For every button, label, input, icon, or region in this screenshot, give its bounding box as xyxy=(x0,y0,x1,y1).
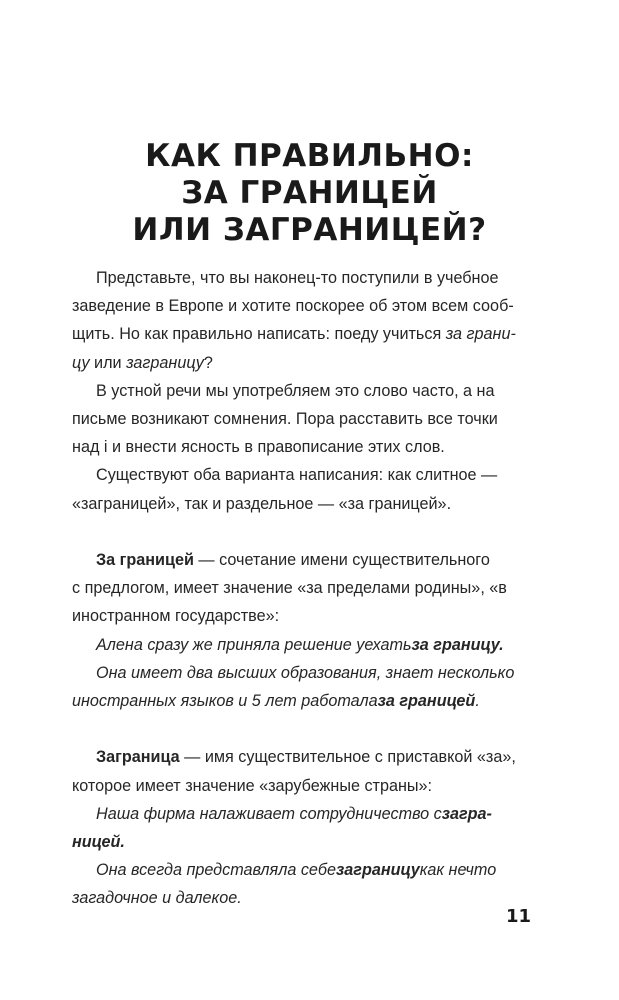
term-zagranitsa: Заграница xyxy=(96,748,180,767)
example-4-line-2: загадочное и далекое. xyxy=(72,889,242,908)
paragraph-1-line-1: Представьте, что вы наконец-то поступили в учебное xyxy=(96,269,499,287)
example-word: заграницу xyxy=(126,353,204,372)
page-title xyxy=(0,138,619,249)
example-2-line-2: иностранных языков и 5 лет работала за границей . xyxy=(72,692,480,711)
paragraph-2-line-2: письме возникают сомнения. Пора расставить все точки xyxy=(72,410,498,429)
title-line-2: ЗА ГРАНИЦЕЙ xyxy=(181,175,438,211)
title-line-1: КАК ПРАВИЛЬНО: xyxy=(145,138,474,174)
paragraph-2-line-1: В устной речи мы употребляем это слово часто, а на xyxy=(96,381,495,400)
example-3-line-2: ницей. xyxy=(72,833,125,852)
paragraph-1-line-4: цу или заграницу ? xyxy=(72,349,525,377)
example-2-line-1: Она имеет два высших образования, знает несколько xyxy=(96,663,515,682)
example-word: за грани- xyxy=(445,325,516,344)
paragraph-1-line-2: заведение в Европе и хотите поскорее об этом всем сооб- xyxy=(72,297,514,316)
title-line-3: ИЛИ ЗАГРАНИЦЕЙ? xyxy=(132,212,487,248)
term-za-granitsei: За границей xyxy=(96,551,194,570)
paragraph-3-line-1: Существуют оба варианта написания: как слитное — xyxy=(96,466,498,485)
paragraph-4-line-2: с предлогом, имеет значение «за пределами родины», «в xyxy=(72,579,507,598)
example-1: Алена сразу же приняла решение уехать за границу. xyxy=(96,635,504,654)
paragraph-4-line-1: За границей — сочетание имени существительного xyxy=(72,546,525,574)
paragraph-3-line-2: «заграницей», так и раздельное — «за границей». xyxy=(72,494,452,513)
example-4-line-1: Она всегда представляла себе заграницу как нечто xyxy=(96,861,497,880)
paragraph-5-line-2: которое имеет значение «зарубежные страны»: xyxy=(72,776,433,795)
page-number: 11 xyxy=(506,906,532,927)
paragraph-2-line-3: над і и внести ясность в правописание этих слов. xyxy=(72,438,445,457)
paragraph-4-line-3: иностранном государстве»: xyxy=(72,607,280,626)
body-text xyxy=(72,264,525,913)
paragraph-1-line-3: щить. Но как правильно написать: поеду учиться за грани- xyxy=(72,320,525,348)
paragraph-5-line-1: Заграница — имя существительное с приставкой «за», xyxy=(72,743,525,771)
example-3-line-1: Наша фирма налаживает сотрудничество с загра- xyxy=(96,804,492,823)
